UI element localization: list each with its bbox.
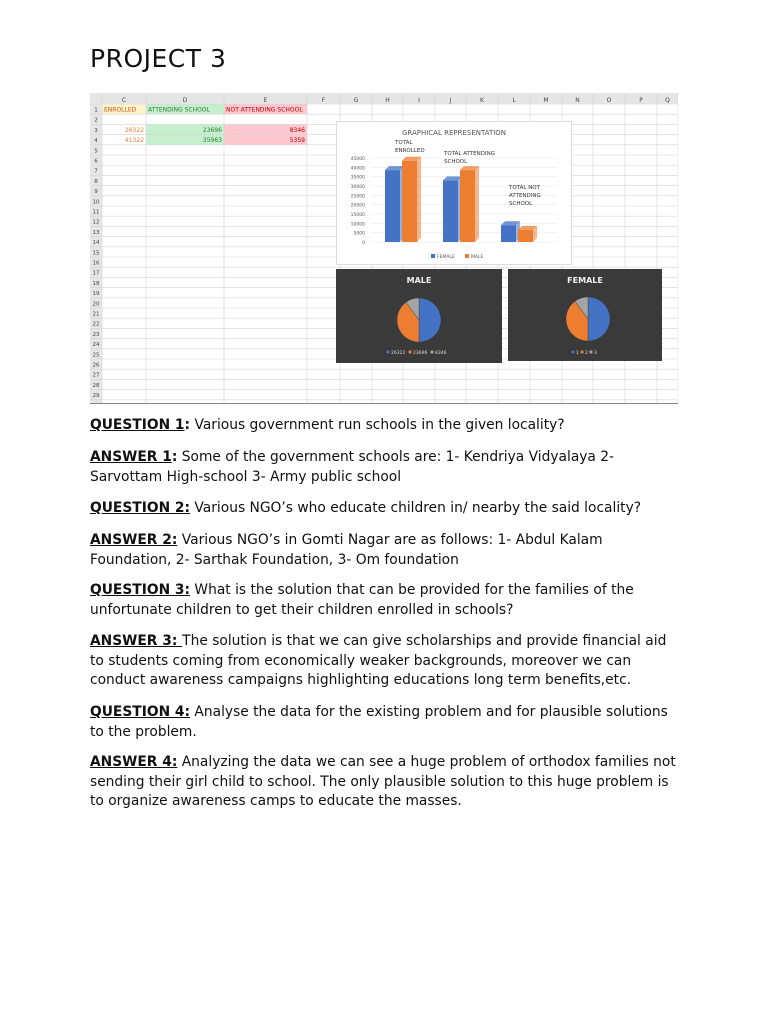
male-pie-panel — [336, 269, 502, 363]
row-number: 20 — [92, 301, 100, 308]
legend-label: 23696 — [413, 351, 428, 356]
row-number: 17 — [92, 270, 100, 277]
qa-block-a4 — [90, 753, 680, 812]
column-letter: Q — [665, 97, 670, 104]
cell-value: 5359 — [289, 137, 305, 145]
qa-block-q3 — [90, 581, 680, 620]
pie-title: MALE — [406, 276, 432, 285]
row-number: 8 — [94, 178, 98, 185]
legend-swatch — [580, 350, 583, 353]
column-letter: M — [543, 97, 549, 104]
row-number: 25 — [92, 352, 100, 359]
y-tick-label: 5000 — [353, 231, 365, 237]
bar-side-face — [417, 157, 421, 242]
answer-label: ANSWER 3: — [90, 633, 183, 649]
question-label: QUESTION 4: — [90, 704, 191, 720]
qa-block-a2 — [90, 531, 680, 570]
y-tick-label: 0 — [362, 241, 365, 246]
y-tick-label: 30000 — [350, 185, 365, 190]
pie-slice — [588, 297, 610, 341]
row-number: 18 — [92, 280, 100, 287]
column-letter: D — [182, 97, 188, 104]
row-number: 2 — [94, 117, 98, 124]
row-number: 27 — [92, 372, 100, 379]
legend-label: 8346 — [435, 351, 447, 356]
cell-value: 8346 — [289, 126, 305, 134]
category-label-line: TOTAL — [395, 140, 413, 146]
cell-value: 35963 — [202, 137, 222, 145]
legend-swatch — [465, 254, 469, 258]
category-label — [394, 140, 425, 154]
attending-header-text: ATTENDING SCHOOL — [148, 106, 210, 114]
female-pie-chart — [508, 269, 662, 361]
label-sep: : — [184, 417, 191, 433]
bar-female — [501, 225, 516, 242]
bar-chart — [337, 122, 571, 264]
question-label: QUESTION 3: — [90, 582, 191, 598]
row-number: 9 — [94, 189, 98, 196]
row-number: 1 — [94, 107, 98, 114]
row-number: 7 — [94, 168, 98, 175]
column-letter: E — [263, 97, 268, 104]
pie-title: FEMALE — [567, 276, 603, 285]
legend-label: 26322 — [391, 351, 406, 356]
y-tick-label: 20000 — [350, 203, 365, 209]
spreadsheet-screenshot — [90, 93, 678, 404]
y-tick-label: 45000 — [350, 157, 365, 162]
cell-value: 41322 — [124, 137, 144, 145]
row-number: 16 — [92, 260, 100, 267]
category-label-line: SCHOOL — [444, 159, 468, 165]
column-letter: F — [321, 97, 326, 104]
question-label: QUESTION 1 — [90, 417, 185, 433]
page-title: PROJECT 3 — [90, 44, 227, 73]
row-number: 4 — [94, 138, 98, 145]
row-number: 19 — [92, 291, 100, 298]
legend-swatch — [431, 254, 435, 258]
question-label: QUESTION 2: — [90, 500, 191, 516]
male-pie-chart — [336, 269, 502, 363]
row-number: 11 — [92, 209, 100, 216]
row-number: 28 — [92, 382, 100, 389]
answer-text: Various NGO’s in Gomti Nagar are as follows: 1- Abdul Kalam Foundation, 2- Sarthak Foundation, 3- Om foundation — [90, 532, 603, 568]
legend-swatch — [430, 350, 433, 353]
legend-label: 1 — [576, 351, 579, 356]
question-text: Analyse the data for the existing problem and for plausible solutions to the problem. — [90, 704, 668, 740]
column-letter: H — [385, 97, 390, 104]
column-header-band — [90, 93, 678, 104]
answer-label: ANSWER 1 — [90, 449, 172, 465]
row-number: 5 — [94, 148, 98, 155]
qa-block-q2 — [90, 499, 680, 519]
row-number: 15 — [92, 250, 100, 257]
female-pie-panel — [508, 269, 662, 361]
column-letter: O — [606, 97, 612, 104]
legend-swatch — [589, 350, 592, 353]
enrolled-header-text: ENROLLED — [104, 106, 137, 114]
row-number: 13 — [92, 229, 100, 236]
row-number: 26 — [92, 362, 100, 369]
row-number: 10 — [92, 199, 100, 206]
row-number: 21 — [92, 311, 100, 318]
legend-swatch — [408, 350, 411, 353]
qa-block-a3 — [90, 632, 680, 691]
bar-male — [402, 161, 417, 242]
legend-swatch — [386, 350, 389, 353]
row-number: 12 — [92, 219, 100, 226]
label-sep: : — [171, 449, 178, 465]
bar-male — [460, 170, 475, 242]
y-tick-label: 40000 — [350, 166, 365, 172]
qa-block-q1 — [90, 416, 680, 436]
row-number: 14 — [92, 240, 100, 247]
qa-block-q4 — [90, 703, 680, 742]
answer-text: The solution is that we can give scholarships and provide financial aid to students coming from economically weaker backgrounds, moreover we can conduct awareness campaigns highlighting educations long term benefits,etc. — [90, 633, 667, 688]
column-letter: L — [512, 97, 516, 104]
row-number: 23 — [92, 331, 100, 338]
bar-male — [518, 230, 533, 242]
category-label-line: SCHOOL — [509, 201, 533, 207]
column-letter: C — [121, 97, 127, 104]
column-letter: I — [418, 97, 420, 104]
question-text: Various NGO’s who educate children in/ nearby the said locality? — [190, 500, 642, 516]
answer-label: ANSWER 2: — [90, 532, 178, 548]
category-label-line: TOTAL NOT — [509, 185, 540, 191]
column-letter: N — [575, 97, 580, 104]
row-number: 22 — [92, 321, 100, 328]
y-tick-label: 10000 — [350, 222, 365, 228]
category-label-line: ATTENDING — [509, 193, 541, 199]
bar-side-face — [475, 166, 479, 242]
legend-swatch — [571, 350, 574, 353]
question-text: What is the solution that can be provided for the families of the unfortunate children to get their children enrolled in schools? — [90, 582, 634, 618]
cell-value: 26322 — [124, 126, 144, 134]
bar-female — [443, 180, 458, 242]
bar-chart-panel — [336, 121, 572, 265]
category-label-line: ENROLLED — [395, 148, 425, 154]
legend-label: FEMALE — [437, 255, 455, 260]
answer-text: Some of the government schools are: 1- Kendriya Vidyalaya 2- Sarvottam High-school 3- Army public school — [90, 449, 615, 485]
category-label — [508, 185, 541, 207]
category-label-line: TOTAL ATTENDING — [444, 151, 495, 157]
qa-block-a1 — [90, 448, 680, 487]
pie-slice — [419, 298, 441, 342]
bar-female — [385, 170, 400, 242]
answer-text: Analyzing the data we can see a huge problem of orthodox families not sending their girl child to school. The only plausible solution to this huge problem is to organize awareness camps to educate the masses. — [90, 754, 676, 809]
not-attending-header-text: NOT ATTENDING SCHOOL — [226, 106, 303, 114]
column-letter: G — [353, 97, 359, 104]
y-tick-label: 35000 — [350, 175, 365, 181]
answer-label: ANSWER 4: — [90, 754, 178, 770]
legend-label: MALE — [471, 255, 484, 260]
row-number: 24 — [92, 342, 100, 349]
row-number: 3 — [94, 127, 98, 134]
cell-value: 23696 — [202, 126, 222, 134]
column-letter: K — [480, 97, 484, 104]
legend-label: 3 — [594, 351, 597, 356]
column-letter: P — [639, 97, 643, 104]
row-number: 6 — [94, 158, 98, 165]
row-number: 29 — [92, 393, 100, 400]
chart-title: GRAPHICAL REPRESENTATION — [401, 129, 507, 137]
y-tick-label: 25000 — [350, 194, 365, 200]
column-letter: J — [449, 97, 452, 104]
legend-label: 2 — [585, 351, 588, 356]
y-tick-label: 15000 — [350, 213, 365, 218]
question-text: Various government run schools in the given locality? — [190, 417, 565, 433]
